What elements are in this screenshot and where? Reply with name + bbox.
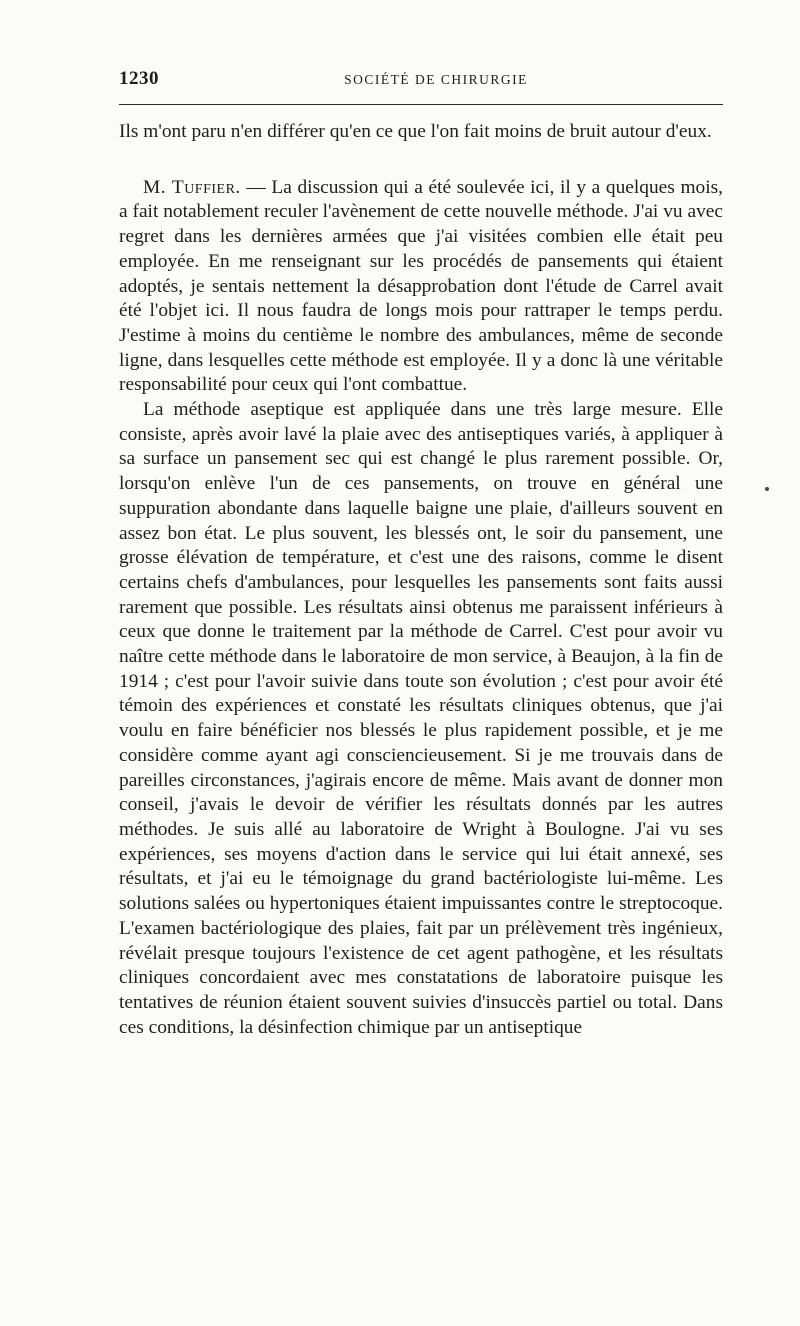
paragraph (119, 176, 723, 398)
speaker-name: M. Tuffier. (143, 176, 241, 198)
paragraph: Ils m'ont paru n'en différer qu'en ce que l'on fait moins de bruit autour d'eux. (119, 121, 712, 142)
body-text (119, 120, 723, 1040)
page-header (119, 64, 723, 94)
stray-mark (765, 487, 769, 491)
speaker-dash: — (246, 176, 266, 198)
header-rule (119, 104, 723, 105)
running-title: SOCIÉTÉ DE CHIRURGIE (344, 72, 528, 87)
paragraph-text: La discussion qui a été soulevée ici, il y a quelques mois, a fait notablement reculer l'avènement de cette nouvelle méthode. J'ai vu avec regret dans les dernières armées que j'ai visitées combien elle était peu employée. En me renseignant sur les procédés de pansements qui étaient adoptés, je sentais nettement la désapprobation dont l'étude de Carrel avait été l'objet ici. Il nous faudra de longs mois pour rattraper le temps perdu. J'estime à moins du centième le nombre des ambulances, même de seconde ligne, dans lesquelles cette méthode est employée. Il y a donc là une véritable responsabilité pour ceux qui l'ont combattue. (119, 176, 723, 396)
paragraph: La méthode aseptique est appliquée dans une très large mesure. Elle consiste, après avoir lavé la plaie avec des antiseptiques variés, à appliquer à sa surface un pansement sec qui est changé le plus rarement possible. Or, lorsqu'on enlève l'un de ces pansements, on trouve en général une suppuration abondante dans laquelle baigne une plaie, d'ailleurs souvent en assez bon état. Le plus souvent, les blessés ont, le soir du pansement, une grosse élévation de température, et c'est une des raisons, comme le disent certains chefs d'ambulances, pour lesquelles les pansements sont faits aussi rarement que possible. Les résultats ainsi obtenus me paraissent inférieurs à ceux que donne le traitement par la méthode de Carrel. C'est pour avoir vu naître cette méthode dans le laboratoire de mon service, à Beaujon, à la fin de 1914 ; c'est pour l'avoir suivie dans toute son évolution ; c'est pour avoir été témoin des expériences et constaté les résultats cliniques obtenus, que j'ai voulu en faire bénéficier nos blessés le plus rapidement possible, et je me considère comme ayant agi consciencieusement. Si je me trouvais dans de pareilles circonstances, j'agirais encore de même. Mais avant de donner mon conseil, j'avais le devoir de vérifier les résultats donnés par les autres méthodes. Je suis allé au laboratoire de Wright à Boulogne. J'ai vu ses expériences, ses moyens d'action dans le service qui lui était annexé, ses résultats, et j'ai eu le témoignage du grand bactériologiste lui-même. Les solutions salées ou hypertoniques étaient impuissantes contre le streptocoque. L'examen bactériologique des plaies, fait par un prélèvement très ingénieux, révélait presque toujours l'existence de cet agent pathogène, et les résultats cliniques concordaient avec mes constatations de laboratoire puisque les tentatives de réunion étaient souvent suivies d'insuccès partiel ou total. Dans ces conditions, la désinfection chimique par un antiseptique (119, 399, 723, 1038)
page-number: 1230 (119, 68, 159, 89)
